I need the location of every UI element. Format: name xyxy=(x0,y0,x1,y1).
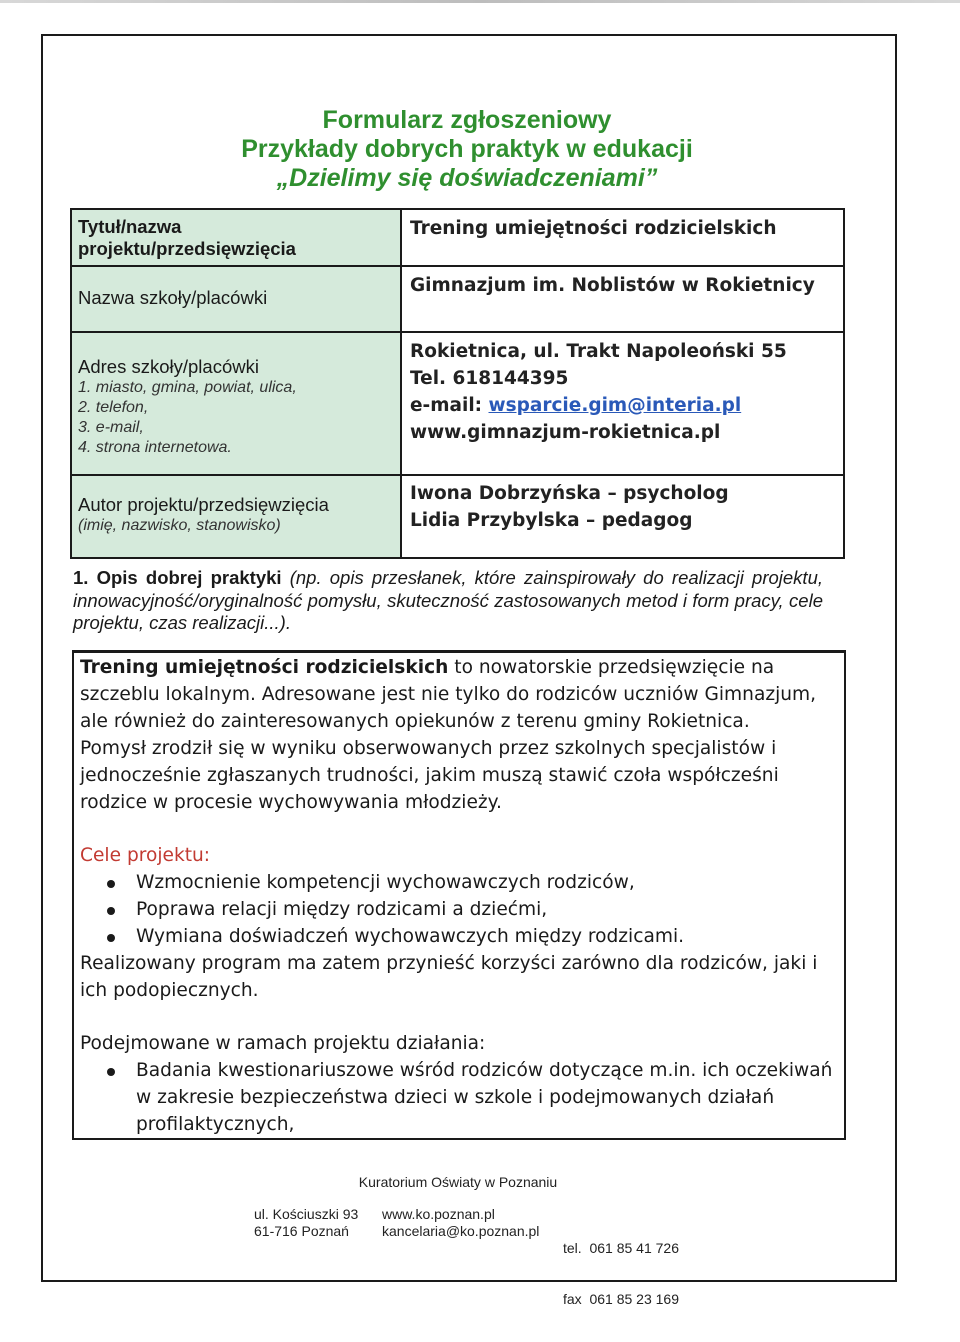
bullet-icon xyxy=(107,907,115,915)
value-email-line xyxy=(410,392,835,419)
value-project-title: Trening umiejętności rodzicielskich xyxy=(410,218,777,239)
label-cell xyxy=(71,266,401,332)
label-project-title: Tytuł/nazwa projektu/przedsięwzięcia xyxy=(78,216,296,259)
row-author xyxy=(71,475,844,558)
section-description-heading xyxy=(73,567,823,635)
bullet-icon xyxy=(107,1068,115,1076)
intro-bold: Trening umiejętności rodzicielskich xyxy=(80,657,449,678)
footer-address xyxy=(254,1206,358,1240)
footer-online xyxy=(382,1206,539,1240)
value-cell xyxy=(401,266,844,332)
label-author: Autor projektu/przedsięwzięcia xyxy=(78,494,329,515)
intro-text: to nowatorskie przedsięwzięcie na szczeblu lokalnym. Adresowane jest nie tylko do rodziców uczniów Gimnazjum, ale również do zainteresowanych opiekunów z terenu gminy Rokietnica. xyxy=(80,657,817,732)
label-cell xyxy=(71,209,401,266)
value-website: www.gimnazjum-rokietnica.pl xyxy=(410,422,721,443)
label-cell xyxy=(71,332,401,475)
actions-heading: Podejmowane w ramach projektu działania: xyxy=(80,1033,486,1054)
label-address: Adres szkoły/placówki xyxy=(78,356,259,377)
bullet-icon xyxy=(107,934,115,942)
scan-top-edge xyxy=(0,0,960,3)
goals-summary: Realizowany program ma zatem przynieść korzyści zarówno dla rodziców, jaki i ich podopiecznych. xyxy=(80,953,818,1001)
footer-street: ul. Kościuszki 93 xyxy=(254,1206,359,1222)
footer-email-link[interactable]: kancelaria@ko.poznan.pl xyxy=(382,1223,540,1239)
title-line-1: Formularz zgłoszeniowy xyxy=(322,106,612,134)
hint-author: (imię, nazwisko, stanowisko) xyxy=(78,517,281,534)
info-table xyxy=(70,208,845,559)
label-cell xyxy=(71,475,401,558)
email-link[interactable]: wsparcie.gim@interia.pl xyxy=(488,395,742,416)
list-item xyxy=(80,923,838,950)
goals-heading: Cele projektu: xyxy=(80,845,211,866)
footer xyxy=(41,1174,893,1307)
value-cell xyxy=(401,332,844,475)
footer-organization: Kuratorium Oświaty w Poznaniu xyxy=(358,1174,558,1190)
title-line-2: Przykłady dobrych praktyk w edukacji xyxy=(241,135,693,163)
intro-paragraph xyxy=(80,654,838,735)
footer-website-link[interactable]: www.ko.poznan.pl xyxy=(382,1206,495,1222)
goal-text: Poprawa relacji między rodzicami a dziećmi, xyxy=(136,899,548,920)
hint-website: 4. strona internetowa. xyxy=(78,439,232,456)
hint-email: 3. e-mail, xyxy=(78,419,144,436)
spacer xyxy=(80,1004,838,1030)
goals-list xyxy=(80,869,838,950)
footer-tel: tel. 061 85 41 726 xyxy=(563,1240,679,1256)
form-title xyxy=(41,106,893,193)
email-prefix: e-mail: xyxy=(410,395,489,416)
action-text: Badania kwestionariuszowe wśród rodziców dotyczące m.in. ich oczekiwań w zakresie bezpieczeństwa dzieci w szkole i podejmowanych działań profilaktycznych, xyxy=(136,1060,833,1135)
goal-text: Wzmocnienie kompetencji wychowawczych rodziców, xyxy=(136,872,635,893)
bullet-icon xyxy=(107,880,115,888)
section-instructions: (np. opis przesłanek, które zainspirowały do realizacji projektu, innowacyjność/oryginalność pomysłu, skuteczność zastosowanych metod i form pracy, cele projektu, czas realizacji...). xyxy=(73,567,824,633)
actions-list xyxy=(80,1057,838,1138)
description-box xyxy=(72,650,846,1140)
hint-phone: 2. telefon, xyxy=(78,399,149,416)
goal-text: Wymiana doświadczeń wychowawczych między rodzicami. xyxy=(136,926,685,947)
title-line-3: „Dzielimy się doświadczeniami” xyxy=(276,164,658,192)
value-author-2: Lidia Przybylska – pedagog xyxy=(410,510,693,531)
row-address xyxy=(71,332,844,475)
section-number-title: 1. Opis dobrej praktyki xyxy=(73,567,282,588)
row-title xyxy=(71,209,844,266)
label-school-name: Nazwa szkoły/placówki xyxy=(78,287,268,308)
footer-fax: fax 061 85 23 169 xyxy=(563,1291,679,1307)
footer-city: 61-716 Poznań xyxy=(254,1223,349,1239)
value-school-name: Gimnazjum im. Noblistów w Rokietnicy xyxy=(410,275,815,296)
value-cell xyxy=(401,209,844,266)
list-item xyxy=(80,896,838,923)
row-school xyxy=(71,266,844,332)
value-phone: Tel. 618144395 xyxy=(410,368,569,389)
spacer xyxy=(80,816,838,842)
value-author-1: Iwona Dobrzyńska – psycholog xyxy=(410,483,729,504)
value-cell xyxy=(401,475,844,558)
footer-phones xyxy=(563,1206,679,1342)
value-address: Rokietnica, ul. Trakt Napoleoński 55 xyxy=(410,341,787,362)
hint-city: 1. miasto, gmina, powiat, ulica, xyxy=(78,379,297,396)
list-item xyxy=(80,1057,838,1138)
list-item xyxy=(80,869,838,896)
origin-paragraph: Pomysł zrodził się w wyniku obserwowanych przez szkolnych specjalistów i jednocześnie zgłaszanych trudności, jakim muszą stawić czoła współcześni rodzice w procesie wychowywania młodzieży. xyxy=(80,738,779,813)
